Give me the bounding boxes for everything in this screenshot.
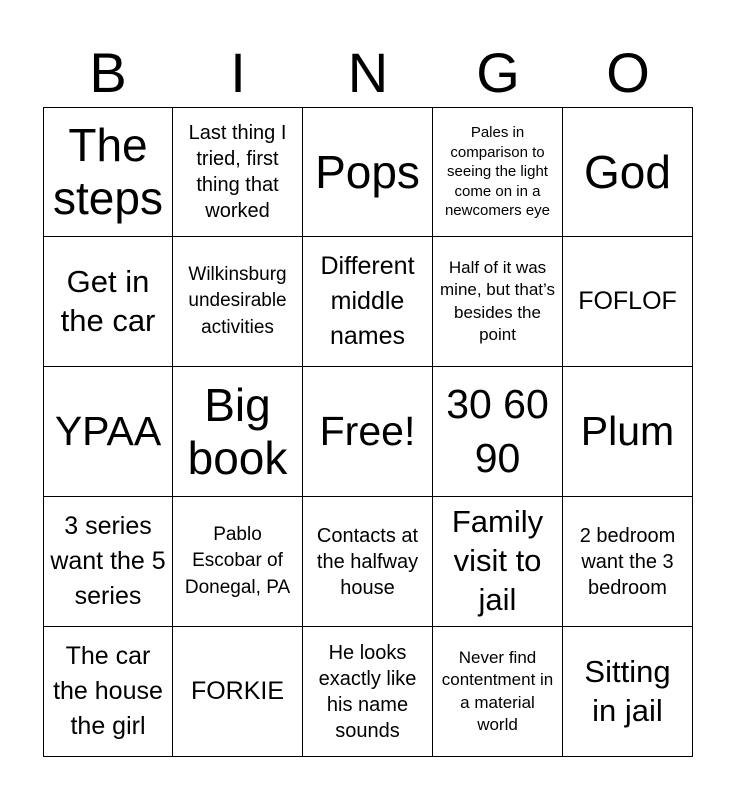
bingo-cell-4-3[interactable]: Contacts at the halfway house (303, 497, 433, 627)
bingo-cell-3-1[interactable]: YPAA (43, 367, 173, 497)
bingo-cell-5-1[interactable]: The car the house the girl (43, 627, 173, 757)
bingo-card-grid (43, 107, 693, 757)
bingo-cell-1-1[interactable]: The steps (43, 107, 173, 237)
bingo-cell-1-3[interactable]: Pops (303, 107, 433, 237)
bingo-cell-2-1[interactable]: Get in the car (43, 237, 173, 367)
bingo-cell-3-3-free[interactable]: Free! (303, 367, 433, 497)
bingo-cell-3-2[interactable]: Big book (173, 367, 303, 497)
bingo-cell-5-5[interactable]: Sitting in jail (563, 627, 693, 757)
bingo-cell-4-5[interactable]: 2 bedroom want the 3 bedroom (563, 497, 693, 627)
bingo-cell-2-4[interactable]: Half of it was mine, but that’s besides the point (433, 237, 563, 367)
header-letter-i: I (230, 41, 246, 104)
bingo-cell-1-5[interactable]: God (563, 107, 693, 237)
bingo-cell-4-2[interactable]: Pablo Escobar of Donegal, PA (173, 497, 303, 627)
bingo-cell-5-4[interactable]: Never find contentment in a material world (433, 627, 563, 757)
bingo-cell-5-3[interactable]: He looks exactly like his name sounds (303, 627, 433, 757)
bingo-cell-5-2[interactable]: FORKIE (173, 627, 303, 757)
bingo-cell-3-4[interactable]: 30 60 90 (433, 367, 563, 497)
header-letter-n: N (347, 41, 389, 104)
bingo-cell-4-1[interactable]: 3 series want the 5 series (43, 497, 173, 627)
bingo-cell-2-3[interactable]: Different middle names (303, 237, 433, 367)
header-letter-b: B (89, 41, 127, 104)
header-letter-o: O (606, 41, 650, 104)
bingo-cell-4-4[interactable]: Family visit to jail (433, 497, 563, 627)
bingo-cell-2-2[interactable]: Wilkinsburg undesirable activities (173, 237, 303, 367)
header-letter-g: G (476, 41, 520, 104)
bingo-cell-2-5[interactable]: FOFLOF (563, 237, 693, 367)
bingo-cell-1-4[interactable]: Pales in comparison to seeing the light come on in a newcomers eye (433, 107, 563, 237)
bingo-cell-3-5[interactable]: Plum (563, 367, 693, 497)
bingo-header (43, 38, 693, 108)
bingo-cell-1-2[interactable]: Last thing I tried, first thing that worked (173, 107, 303, 237)
